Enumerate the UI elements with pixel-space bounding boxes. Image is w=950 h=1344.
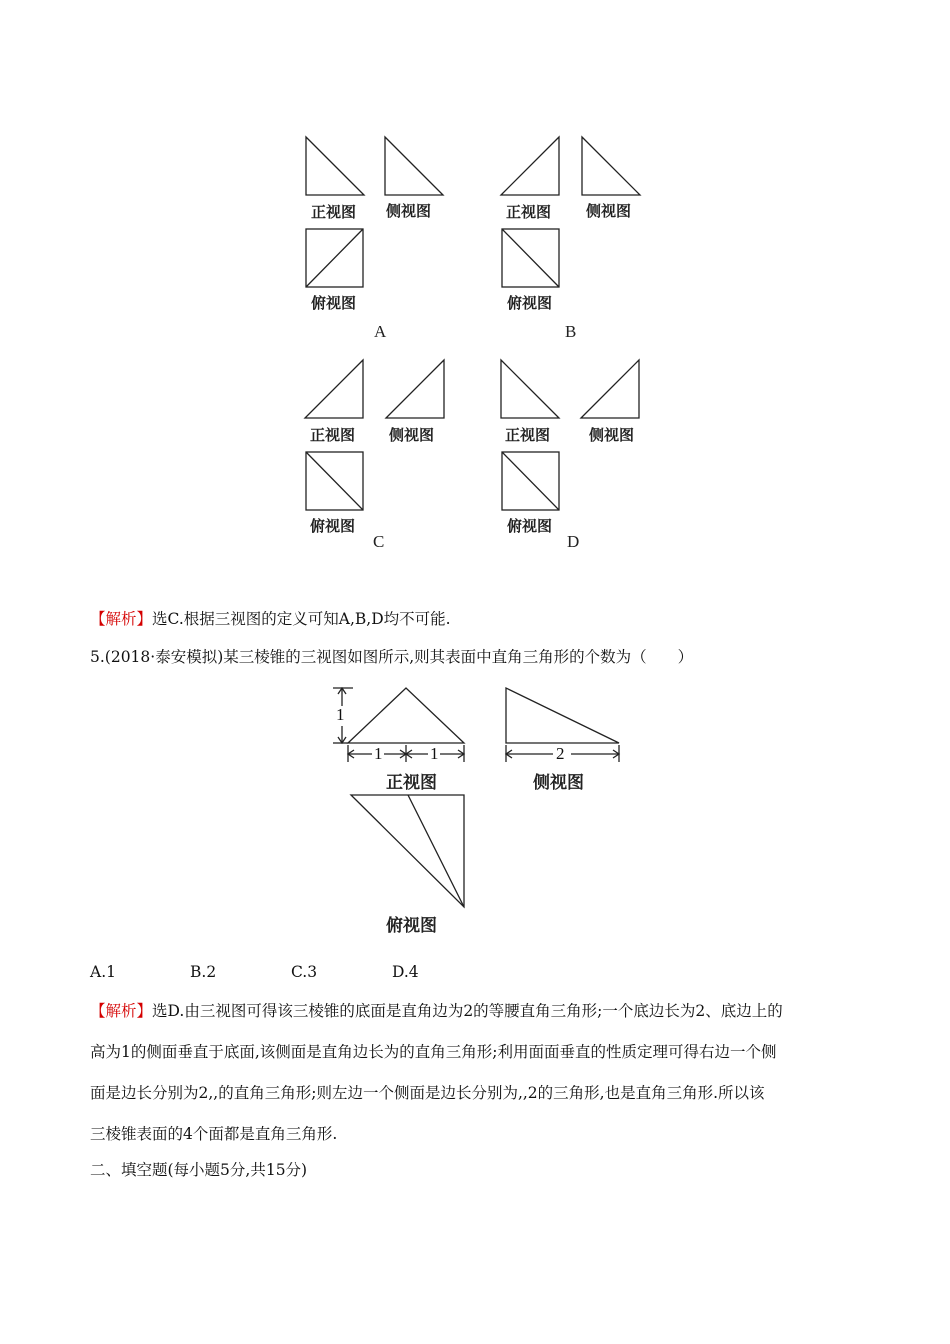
q5-base-right-label: 1 xyxy=(430,744,439,763)
q5-base-left-label: 1 xyxy=(374,744,383,763)
q5-top-view-shape xyxy=(351,795,464,907)
q5-analysis-line-4: 三棱锥表面的4个面都是直角三角形. xyxy=(90,1125,338,1143)
option-a-letter: A xyxy=(374,322,387,341)
option-b-top-label: 俯视图 xyxy=(507,294,553,312)
q5-side-base-label: 2 xyxy=(556,744,565,763)
q5-analysis-text-1: 选D.由三视图可得该三棱锥的底面是直角边为2的等腰直角三角形;一个底边长为2、底边上的 xyxy=(152,1002,783,1020)
q5-analysis-line-3: 面是边长分别为2,,的直角三角形;则左边一个侧面是边长分别为,,2的三角形,也是直角三角形.所以该 xyxy=(90,1084,765,1102)
q5-side-view-label: 侧视图 xyxy=(533,773,584,793)
option-a-top-label: 俯视图 xyxy=(311,294,357,312)
option-b-letter: B xyxy=(565,322,577,341)
q5-stem: 5.(2018·泰安模拟)某三棱锥的三视图如图所示,则其表面中直角三角形的个数为（ ） xyxy=(90,648,694,666)
option-a-front-label: 正视图 xyxy=(311,203,357,221)
q5-choice-d: D.4 xyxy=(392,963,419,981)
q5-analysis-line-1 xyxy=(90,999,783,1021)
q5-choice-c: C.3 xyxy=(291,963,318,981)
q5-height-label: 1 xyxy=(336,705,345,724)
option-d-front-label: 正视图 xyxy=(505,426,551,444)
option-a-side-label: 侧视图 xyxy=(386,202,432,220)
option-c-side-label: 侧视图 xyxy=(389,426,435,444)
option-b-side-label: 侧视图 xyxy=(586,202,632,220)
analysis-tag: 【解析】 xyxy=(90,1002,153,1020)
option-c-top-label: 俯视图 xyxy=(310,517,356,535)
option-c-letter: C xyxy=(373,532,385,551)
option-d-top-label: 俯视图 xyxy=(507,517,553,535)
q5-front-view-label: 正视图 xyxy=(386,773,437,793)
q5-choice-b: B.2 xyxy=(190,963,217,981)
q5-top-view-label: 俯视图 xyxy=(386,916,437,936)
q4-analysis-text: 选C.根据三视图的定义可知A,B,D均不可能. xyxy=(152,610,451,628)
option-c-front-label: 正视图 xyxy=(310,426,356,444)
option-d-letter: D xyxy=(567,532,580,551)
option-b-front-label: 正视图 xyxy=(506,203,552,221)
section-heading: 二、填空题(每小题5分,共15分) xyxy=(90,1161,308,1179)
q5-side-view-shape xyxy=(506,688,619,743)
q5-front-view-shape xyxy=(348,688,464,743)
q5-choice-a: A.1 xyxy=(90,963,116,981)
option-d-side-label: 侧视图 xyxy=(589,426,635,444)
analysis-tag: 【解析】 xyxy=(90,610,153,628)
q5-analysis-line-2: 高为1的侧面垂直于底面,该侧面是直角边长为的直角三角形;利用面面垂直的性质定理可得右边一个侧 xyxy=(90,1043,777,1061)
